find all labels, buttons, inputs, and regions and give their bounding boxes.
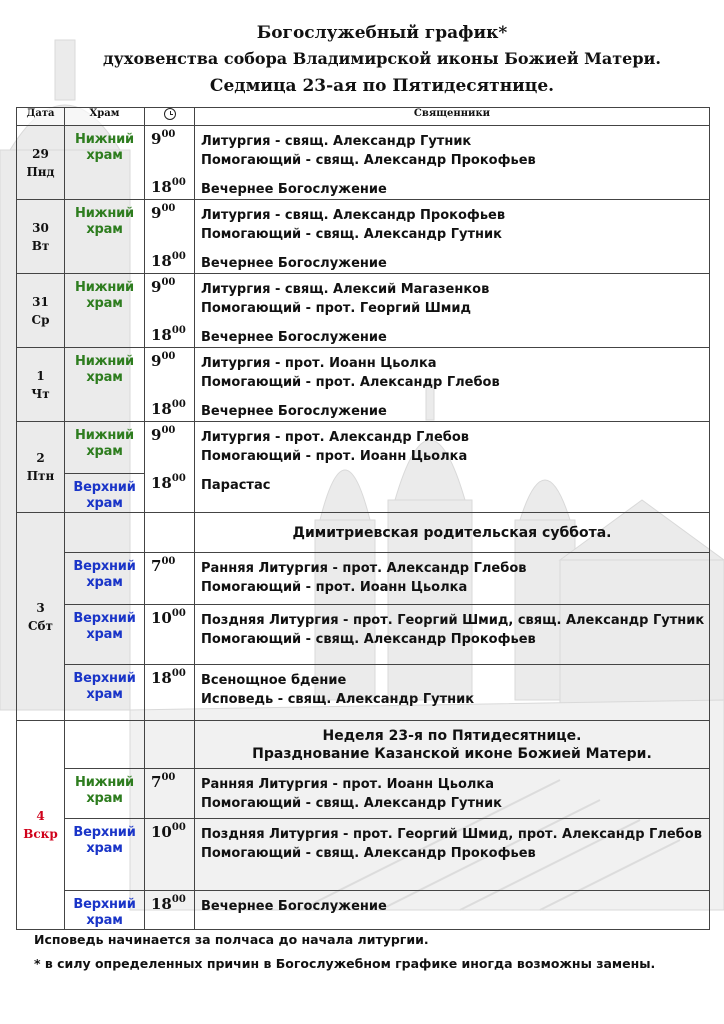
- temple-cell: [65, 178, 145, 200]
- upper-temple-label: Верхний храм: [73, 559, 136, 590]
- clergy-cell: [195, 422, 710, 474]
- time-cell: [145, 553, 195, 605]
- schedule-table: [16, 107, 710, 930]
- feast-row: [17, 513, 710, 553]
- lower-temple-label: Нижний храм: [75, 280, 134, 311]
- service-time: [145, 252, 194, 270]
- date-cell: [17, 348, 65, 422]
- time-minutes: 00: [161, 277, 176, 288]
- clergy-cell: [195, 178, 710, 200]
- service-time: [145, 200, 194, 222]
- service-description: Литургия - прот. Иоанн Цьолка: [201, 356, 437, 371]
- date-number: 2: [36, 451, 45, 465]
- time-minutes: 00: [171, 608, 186, 619]
- service-description: Литургия - прот. Александр Глебов: [201, 430, 470, 445]
- time-minutes: 00: [171, 668, 186, 679]
- time-cell: [145, 819, 195, 891]
- feast-cell: [195, 513, 710, 553]
- day-of-week: Пнд: [26, 164, 55, 179]
- service-description: Литургия - свящ. Александр Гутник: [201, 134, 472, 149]
- time-minutes: 00: [171, 324, 186, 336]
- service-description: Вечернее Богослужение: [201, 329, 387, 345]
- service-row: [17, 422, 710, 474]
- time-minutes: 00: [161, 203, 176, 214]
- time-hours: 10: [151, 823, 172, 841]
- clergy-cell: [195, 126, 710, 178]
- temple-cell: [65, 348, 145, 400]
- temple-cell: [65, 274, 145, 326]
- temple-cell: [65, 400, 145, 422]
- day-of-week: Чт: [31, 386, 50, 401]
- service-description: Парастас: [201, 477, 271, 493]
- service-time: [145, 126, 194, 148]
- time-cell: [145, 348, 195, 400]
- service-description: Вечернее Богослужение: [201, 181, 387, 197]
- temple-cell: [65, 553, 145, 605]
- date-cell: [17, 513, 65, 721]
- document-header: [0, 20, 724, 100]
- date-cell: [17, 274, 65, 348]
- document-subtitle: духовенства собора Владимирской иконы Божией Матери.: [103, 49, 661, 68]
- upper-temple-label: Верхний храм: [73, 825, 136, 856]
- assisting-clergy: Помогающий - прот. Георгий Шмид: [201, 301, 471, 316]
- time-cell: [145, 252, 195, 274]
- time-hours: 7: [151, 773, 162, 791]
- lower-temple-label: Нижний храм: [75, 132, 134, 163]
- time-hours: 18: [151, 177, 172, 196]
- lower-temple-label: Нижний храм: [75, 428, 134, 459]
- service-description: Всенощное бдение: [201, 673, 347, 688]
- time-hours: 18: [151, 325, 172, 344]
- column-header-temple: Храм: [65, 108, 145, 126]
- time-hours: 10: [151, 609, 172, 627]
- time-hours: 18: [151, 473, 172, 492]
- clergy-cell: [195, 474, 710, 513]
- time-hours: 18: [151, 669, 172, 687]
- service-row: [17, 769, 710, 819]
- service-row: [17, 326, 710, 348]
- assisting-clergy: Помогающий - свящ. Александр Прокофьев: [201, 153, 536, 168]
- time-hours: 18: [151, 895, 172, 913]
- temple-cell: [65, 769, 145, 819]
- upper-temple-label: Верхний храм: [73, 611, 136, 642]
- time-cell: [145, 274, 195, 326]
- service-description: Поздняя Литургия - прот. Георгий Шмид, свящ. Александр Гутник: [201, 613, 705, 628]
- date-cell: [17, 126, 65, 200]
- lower-temple-label: Нижний храм: [75, 775, 134, 806]
- clergy-cell: [195, 348, 710, 400]
- service-description: Литургия - свящ. Александр Прокофьев: [201, 208, 506, 223]
- temple-cell: [65, 513, 145, 553]
- service-description: Вечернее Богослужение: [201, 899, 387, 914]
- time-cell: [145, 513, 195, 553]
- service-time: [145, 326, 194, 344]
- date-number: 30: [32, 220, 49, 235]
- time-cell: [145, 400, 195, 422]
- time-hours: 18: [151, 251, 172, 270]
- service-row: [17, 605, 710, 665]
- temple-cell: [65, 326, 145, 348]
- assisting-clergy: Помогающий - прот. Александр Глебов: [201, 375, 500, 390]
- time-hours: 7: [151, 557, 162, 575]
- service-time: [145, 769, 194, 791]
- time-cell: [145, 605, 195, 665]
- time-hours: 18: [151, 399, 172, 418]
- service-time: [145, 665, 194, 687]
- assisting-clergy: Помогающий - свящ. Александр Гутник: [201, 796, 502, 811]
- service-row: [17, 178, 710, 200]
- service-time: [145, 605, 194, 627]
- clergy-cell: [195, 252, 710, 274]
- service-time: [145, 422, 194, 444]
- changes-note: * в силу определенных причин в Богослужебном графике иногда возможны замены.: [34, 956, 656, 971]
- lower-temple-label: Нижний храм: [75, 354, 134, 385]
- column-header-date: Дата: [17, 108, 65, 126]
- feast-title: Празднование Казанской иконе Божией Матери.: [252, 745, 652, 762]
- week-title: Седмица 23-ая по Пятидесятнице.: [209, 76, 555, 96]
- feast-title: Димитриевская родительская суббота.: [292, 524, 612, 541]
- service-time: [145, 553, 194, 575]
- service-row: [17, 891, 710, 930]
- clergy-cell: [195, 200, 710, 252]
- day-of-week: Птн: [26, 469, 55, 483]
- day-of-week: Ср: [31, 312, 50, 327]
- time-minutes: 00: [171, 822, 186, 833]
- feast-title: Неделя 23-я по Пятидесятнице.: [322, 727, 582, 744]
- service-row: [17, 348, 710, 400]
- temple-cell: [65, 474, 145, 513]
- time-minutes: 00: [161, 129, 176, 140]
- assisting-clergy: Помогающий - прот. Иоанн Цьолка: [201, 580, 468, 595]
- service-row: [17, 474, 710, 513]
- time-hours: 9: [151, 278, 162, 296]
- service-description: Поздняя Литургия - прот. Георгий Шмид, прот. Александр Глебов: [201, 827, 702, 842]
- time-cell: [145, 665, 195, 721]
- feast-cell: [195, 721, 710, 769]
- service-description: Литургия - свящ. Алексий Магазенков: [201, 282, 490, 297]
- clergy-cell: [195, 665, 710, 721]
- lower-temple-label: Нижний храм: [75, 206, 134, 237]
- temple-cell: [65, 422, 145, 474]
- temple-cell: [65, 891, 145, 930]
- feast-row: [17, 721, 710, 769]
- assisting-clergy: Исповедь - свящ. Александр Гутник: [201, 692, 475, 707]
- column-header-time: [145, 108, 195, 126]
- date-number: 31: [32, 294, 49, 309]
- time-cell: [145, 891, 195, 930]
- time-minutes: 00: [161, 425, 176, 436]
- footnotes: [34, 928, 655, 976]
- service-description: Вечернее Богослужение: [201, 403, 387, 419]
- service-description: Вечернее Богослужение: [201, 255, 387, 271]
- date-cell: [17, 200, 65, 274]
- clergy-cell: [195, 326, 710, 348]
- clergy-cell: [195, 274, 710, 326]
- time-cell: [145, 126, 195, 178]
- service-row: [17, 200, 710, 252]
- service-row: [17, 126, 710, 178]
- service-time: [145, 400, 194, 418]
- temple-cell: [65, 721, 145, 769]
- time-cell: [145, 326, 195, 348]
- assisting-clergy: Помогающий - свящ. Александр Прокофьев: [201, 846, 536, 861]
- day-of-week: Сбт: [28, 618, 53, 633]
- service-time: [145, 474, 194, 492]
- temple-cell: [65, 126, 145, 178]
- time-minutes: 00: [171, 398, 186, 410]
- time-hours: 9: [151, 352, 162, 370]
- time-cell: [145, 474, 195, 513]
- time-cell: [145, 422, 195, 474]
- temple-cell: [65, 252, 145, 274]
- time-cell: [145, 200, 195, 252]
- document-title: Богослужебный график*: [256, 23, 508, 43]
- upper-temple-label: Верхний храм: [73, 480, 136, 511]
- time-hours: 9: [151, 204, 162, 222]
- clergy-cell: [195, 891, 710, 930]
- service-row: [17, 274, 710, 326]
- service-row: [17, 665, 710, 721]
- temple-cell: [65, 605, 145, 665]
- service-row: [17, 400, 710, 422]
- date-number: 1: [36, 368, 45, 383]
- time-cell: [145, 178, 195, 200]
- service-row: [17, 553, 710, 605]
- time-minutes: 00: [171, 250, 186, 262]
- service-row: [17, 252, 710, 274]
- clock-icon: [164, 108, 176, 120]
- service-time: [145, 819, 194, 841]
- service-row: [17, 819, 710, 891]
- clergy-cell: [195, 400, 710, 422]
- service-time: [145, 178, 194, 196]
- service-time: [145, 274, 194, 296]
- confession-note: Исповедь начинается за полчаса до начала литургии.: [34, 932, 429, 947]
- service-time: [145, 348, 194, 370]
- time-minutes: 00: [161, 556, 176, 567]
- time-hours: 9: [151, 426, 162, 444]
- assisting-clergy: Помогающий - свящ. Александр Прокофьев: [201, 632, 536, 647]
- temple-cell: [65, 665, 145, 721]
- service-description: Ранняя Литургия - прот. Иоанн Цьолка: [201, 777, 495, 792]
- time-minutes: 00: [161, 772, 176, 783]
- service-description: Ранняя Литургия - прот. Александр Глебов: [201, 561, 527, 576]
- time-cell: [145, 721, 195, 769]
- time-hours: 9: [151, 130, 162, 148]
- table-header-row: [17, 108, 710, 126]
- upper-temple-label: Верхний храм: [73, 897, 136, 928]
- upper-temple-label: Верхний храм: [73, 671, 136, 702]
- clergy-cell: [195, 605, 710, 665]
- time-minutes: 00: [171, 894, 186, 905]
- date-cell: [17, 721, 65, 930]
- temple-cell: [65, 200, 145, 252]
- service-time: [145, 891, 194, 913]
- clergy-cell: [195, 769, 710, 819]
- clergy-cell: [195, 553, 710, 605]
- time-cell: [145, 769, 195, 819]
- time-minutes: 00: [171, 472, 186, 484]
- assisting-clergy: Помогающий - прот. Иоанн Цьолка: [201, 449, 468, 464]
- date-number: 29: [32, 146, 49, 161]
- day-of-week: Вт: [31, 238, 50, 253]
- temple-cell: [65, 819, 145, 891]
- assisting-clergy: Помогающий - свящ. Александр Гутник: [201, 227, 502, 242]
- date-number: 4: [36, 809, 45, 823]
- date-cell: [17, 422, 65, 513]
- clergy-cell: [195, 819, 710, 891]
- column-header-clergy: Священники: [195, 108, 710, 126]
- day-of-week: Вскр: [23, 827, 58, 841]
- time-minutes: 00: [161, 351, 176, 362]
- date-number: 3: [36, 600, 45, 615]
- time-minutes: 00: [171, 176, 186, 188]
